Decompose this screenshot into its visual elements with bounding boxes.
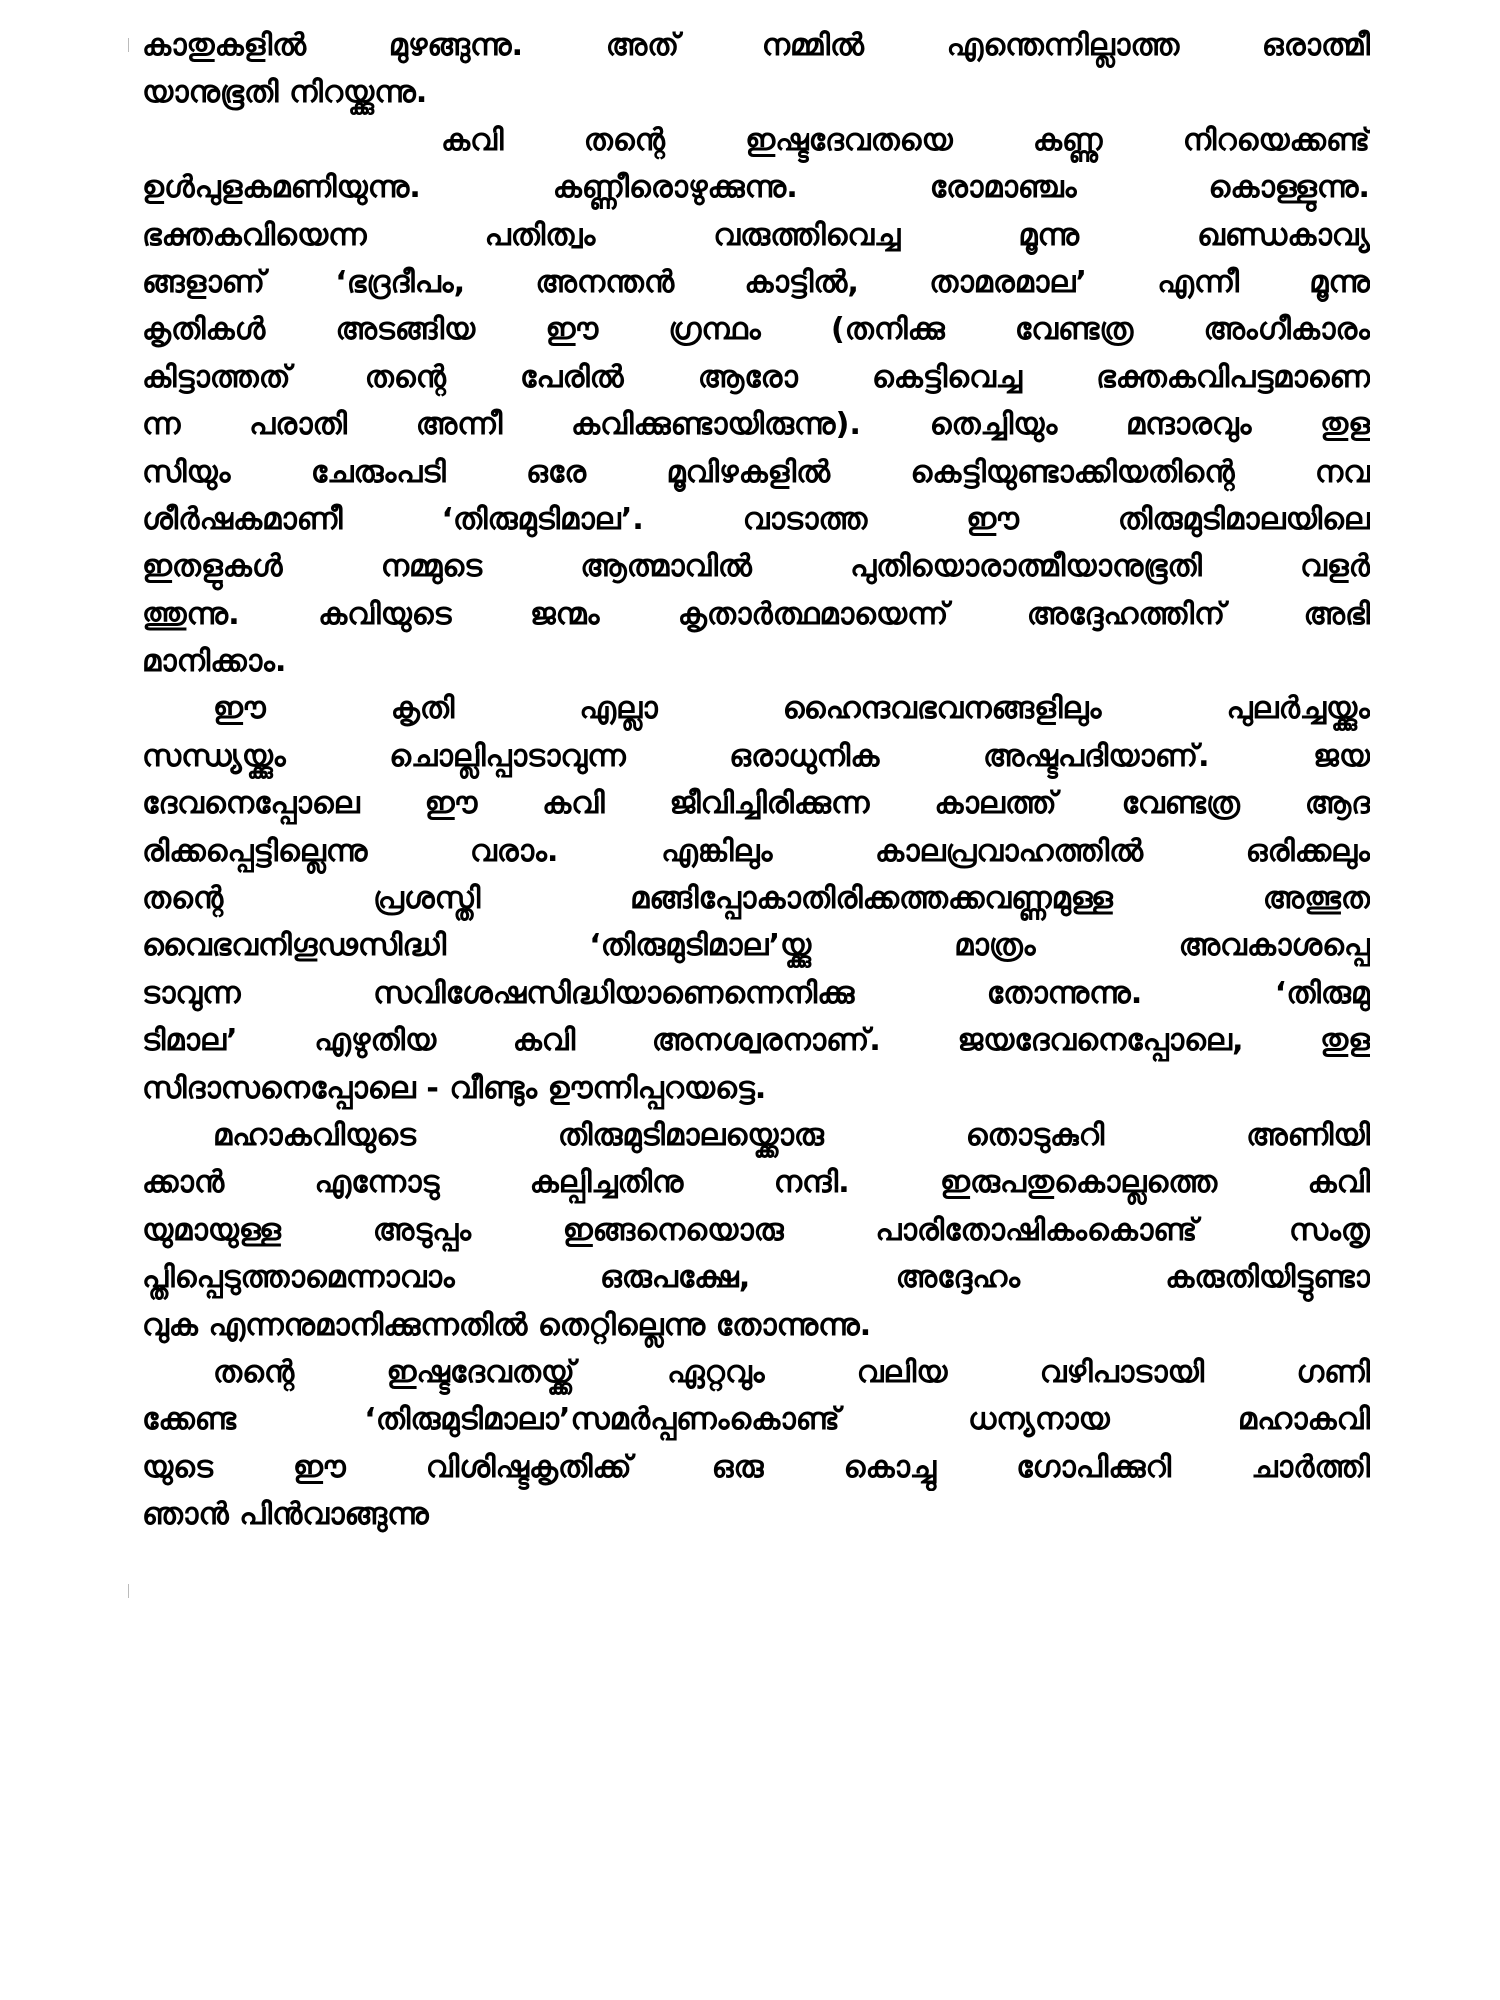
text-line: ഭക്തകവിയെന്ന പതിത്വം വരുത്തിവെച്ച മൂന്നു ഖണ്ഡകാവ്യ [142,217,1370,253]
text-line: യാനുഭൂതി നിറയ്ക്കുന്നു. [142,75,428,111]
text-line: ദേവനെപ്പോലെ ഈ കവി ജീവിച്ചിരിക്കുന്ന കാലത്ത് വേണ്ടത്ര ആദ [142,786,1370,822]
text-line: ക്കേണ്ട ‘തിരുമുടിമാലാ’സമർപ്പണംകൊണ്ട് ധന്യനായ മഹാകവി [142,1402,1370,1438]
text-line: തന്റെ ഇഷ്ടദേവതയ്ക്ക് ഏറ്റവും വലിയ വഴിപാടായി ഗണി [213,1354,1370,1390]
text-line: ടിമാല’ എഴുതിയ കവി അനശ്വരനാണ്. ജയദേവനെപ്പോലെ, തുള [142,1023,1370,1059]
text-line: ക്കാൻ എന്നോടു കല്പിച്ചതിനു നന്ദി. ഇരുപതുകൊല്ലത്തെ കവി [142,1165,1370,1201]
text-line: ന്ന പരാതി അന്നീ കവിക്കുണ്ടായിരുന്നു). തെച്ചിയും മന്ദാരവും തുള [142,407,1370,443]
text-line: വൈഭവനിഗൂഢസിദ്ധി ‘തിരുമുടിമാല’യ്ക്കു മാത്രം അവകാശപ്പെ [142,928,1370,964]
text-line: സിദാസനെപ്പോലെ - വീണ്ടും ഊന്നിപ്പറയട്ടെ. [142,1070,767,1106]
text-line: തന്റെ പ്രശസ്തി മങ്ങിപ്പോകാതിരിക്കത്തക്കവണ്ണമുള്ള അത്ഭുത [142,881,1370,917]
margin-mark-top [128,38,129,52]
body-text [142,22,1370,1539]
text-line: കിട്ടാത്തത് തന്റെ പേരിൽ ആരോ കെട്ടിവെച്ച ഭക്തകവിപട്ടമാണെ [142,359,1370,395]
text-line: രിക്കപ്പെട്ടില്ലെന്നു വരാം. എങ്കിലും കാലപ്രവാഹത്തിൽ ഒരിക്കലും [142,833,1370,869]
text-line: ങ്ങളാണ് ‘ഭദ്രദീപം, അനന്തൻ കാട്ടിൽ, താമരമാല’ എന്നീ മൂന്നു [142,264,1370,300]
text-line: ത്തുന്നു. കവിയുടെ ജന്മം കൃതാർത്ഥമായെന്ന് അദ്ദേഹത്തിന് അഭി [142,596,1370,632]
text-line: മഹാകവിയുടെ തിരുമുടിമാലയ്ക്കൊരു തൊടുകുറി അണിയി [213,1117,1370,1153]
margin-mark-bottom [128,1584,129,1598]
text-line: ടാവുന്ന സവിശേഷസിദ്ധിയാണെന്നെനിക്കു തോന്നുന്നു. ‘തിരുമു [142,975,1370,1011]
text-line: ഈ കൃതി എല്ലാ ഹൈന്ദവഭവനങ്ങളിലും പുലർച്ചയ്ക്കും [213,691,1370,727]
text-line: ഇതളുകൾ നമ്മുടെ ആത്മാവിൽ പുതിയൊരാത്മീയാനുഭൂതി വളർ [142,549,1370,585]
text-line: മാനിക്കാം. [142,644,287,680]
text-line: പ്തിപ്പെടുത്താമെന്നാവാം ഒരുപക്ഷേ, അദ്ദേഹം കരുതിയിട്ടുണ്ടാ [142,1260,1370,1296]
text-line: കവി തന്റെ ഇഷ്ടദേവതയെ കണ്ണു നിറയെക്കണ്ട് [441,122,1370,158]
text-line: വുക എന്നനുമാനിക്കുന്നതിൽ തെറ്റില്ലെന്നു തോന്നുന്നു. [142,1307,872,1343]
text-line: ഞാൻ പിൻവാങ്ങുന്നു [142,1497,429,1533]
text-line: ശീർഷകമാണീ ‘തിരുമുടിമാല’. വാടാത്ത ഈ തിരുമുടിമാലയിലെ [142,501,1370,537]
text-line: യുടെ ഈ വിശിഷ്ടകൃതിക്ക് ഒരു കൊച്ചു ഗോപിക്കുറി ചാർത്തി [142,1449,1370,1485]
text-line: കൃതികൾ അടങ്ങിയ ഈ ഗ്രന്ഥം (തനിക്കു വേണ്ടത്ര അംഗീകാരം [142,312,1370,348]
text-line: ഉൾപുളകമണിയുന്നു. കണ്ണീരൊഴുക്കുന്നു. രോമാഞ്ചം കൊള്ളുന്നു. [142,170,1370,206]
text-line: കാതുകളിൽ മുഴങ്ങുന്നു. അത് നമ്മിൽ എന്തെന്നില്ലാത്ത ഒരാത്മീ [142,28,1370,63]
text-line: സന്ധ്യയ്ക്കും ചൊല്ലിപ്പാടാവുന്ന ഒരാധുനിക അഷ്ടപദിയാണ്. ജയ [142,738,1370,774]
text-line: യുമായുള്ള അടുപ്പം ഇങ്ങനെയൊരു പാരിതോഷികംകൊണ്ട് സംതൃ [142,1212,1370,1248]
text-line: സിയും ചേരുംപടി ഒരേ മൂവിഴകളിൽ കെട്ടിയുണ്ടാക്കിയതിന്റെ നവ [142,454,1370,490]
